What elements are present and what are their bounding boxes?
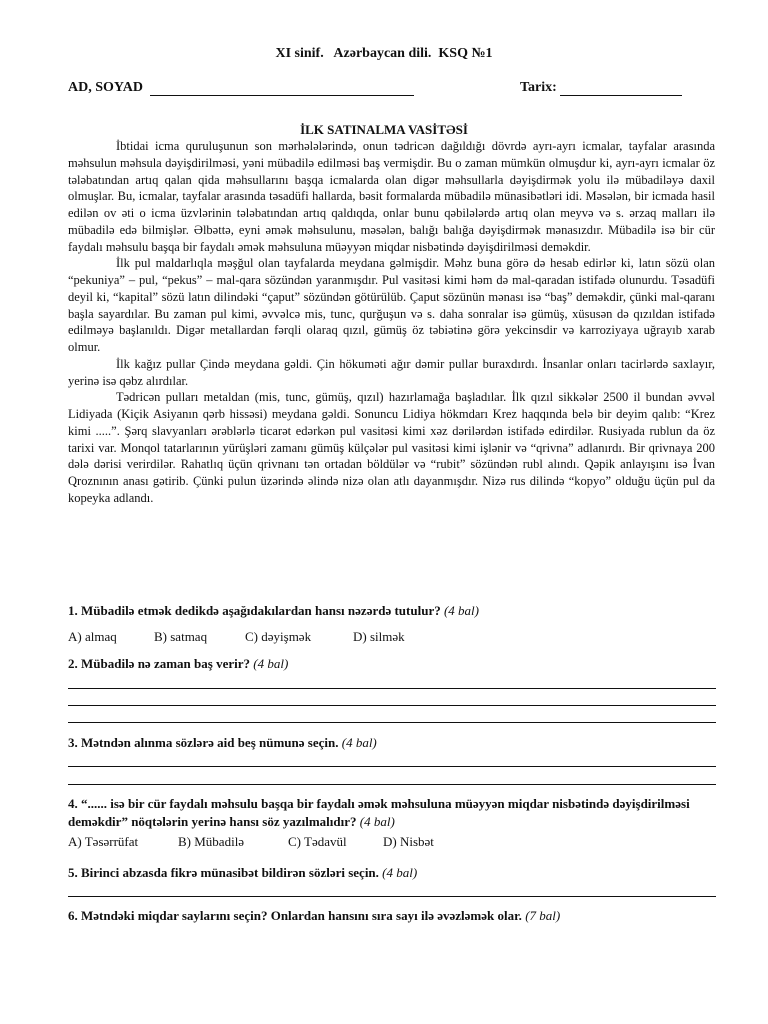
question-3 (68, 734, 716, 752)
question-1-prompt: Mübadilə etmək dedikdə aşağıdakılardan hansı nəzərdə tutulur? (81, 603, 441, 618)
question-5-text (68, 864, 716, 882)
question-4-text (68, 795, 716, 831)
answer-line[interactable] (68, 688, 716, 689)
reading-title: İLK SATINALMA VASİTƏSİ (300, 122, 468, 137)
question-1-option-b[interactable]: B) satmaq (154, 629, 208, 644)
question-5-points: (4 bal) (382, 865, 418, 880)
question-2 (68, 655, 716, 673)
question-1-option-a[interactable]: A) almaq (68, 629, 117, 644)
answer-line[interactable] (68, 705, 716, 706)
answer-line[interactable] (68, 766, 716, 767)
question-4-options (68, 834, 716, 852)
paragraph-1: İbtidai icma quruluşunun son mərhələlərində, onun tədricən dağıldığı dövrdə ayrı-ayrı icmalar, tayfalar arasında məhsulun məhsula dəyişdirilməsi, yəni mübadilə edilməsi baş vermişdir. Bu o zaman mümkün olmuşdur ki, ayrı-ayrı icmalar öz tələbatından artıq qalan qida məhsullarını başqa icmalarda olan digər məhsullarla dəyişdirmək yolu ilə mübadiləyə daxil olmuşlar. Bu, icmalar, tayfalar arasında təsadüfi hallarda, bəsit formalarda mübadilə münasibətləri idi. Məsələn, bir icmada hasil edilən ov əti o icma üzvlərinin tələbatından artıq qaldıqda, onlar bunu qəbilələrdə artıq olan meyvə və s. ərzaq malları ilə mübadilə edə bilmişlər. Əlbəttə, eyni əmək məhsulunu, məsələn, balığı balığa dəyişdirmək mənasızdır. Mübadilə isə bir cür faydalı məhsulu başqa bir faydalı əmək məhsuluna müəyyən miqdar nisbətində dəyişdirilməsi deməkdir. (68, 139, 715, 254)
question-1-points: (4 bal) (443, 603, 479, 618)
question-4-option-c[interactable]: C) Tədavül (288, 834, 347, 849)
question-4-option-d[interactable]: D) Nisbət (383, 834, 434, 849)
question-3-text (68, 734, 716, 752)
question-1-option-d[interactable]: D) silmək (353, 629, 405, 644)
date-label: Tarix: (520, 80, 557, 95)
question-2-number: 2. (68, 656, 78, 671)
date-blank-line[interactable] (560, 95, 682, 96)
question-5 (68, 864, 716, 882)
paragraph-2: İlk pul maldarlıqla məşğul olan tayfalarda meydana gəlmişdir. Məhz buna görə də hesab edirlər ki, latın sözü olan “pekuniya” – pul, “pekus” – mal-qara sözündən yaranmışdır. Pul vasitəsi kimi həm də mal-qaradan istifadə olunurdu. Təsadüfi deyil ki, “kapital” sözü latın dilindəki “çaput” sözündən götürülüb. Çaput sözünün mənası isə “baş” deməkdir, çünki mal-qaranı başla sayardılar. Bu zaman pul kimi, əvvəlcə mis, tunc, qurğuşun və s. daha sonralar isə gümüş, xüsusən də qızıldan istifadə edilməyə başlanıldı. Digər metallardan fərqli olaraq qızıl, gümüş öz təbiətinə görə yekcinsdir və karroziyaya uğrayıb xarab olmur. (68, 256, 715, 354)
question-2-points: (4 bal) (253, 656, 289, 671)
question-6-points: (7 bal) (525, 908, 561, 923)
question-1-option-c[interactable]: C) dəyişmək (245, 629, 312, 644)
question-3-prompt: Mətndən alınma sözlərə aid beş nümunə seçin. (81, 735, 339, 750)
question-1-options (68, 629, 716, 647)
name-blank-line[interactable] (150, 95, 414, 96)
paragraph-4: Tədricən pulları metaldan (mis, tunc, gümüş, qızıl) hazırlamağa başladılar. İlk qızıl sikkələr 2500 il bundan əvvəl Lidiyada (Kiçik Asiyanın qərb hissəsi) meydana gəldi. Sonuncu Lidiya hökmdarı Krez haqqında belə bir deyim qalıb: “Krez kimi .....”. Şərq slavyanları ərəblərlə ticarət edərkən pul vasitəsi kimi xəz dərilərdən istifadə edirdilər. Rusiyada rublun da öz tarixi var. Monqol tatarlarının yürüşləri zamanı gümüş külçələr pul vasitəsi kimi işlənir və “qrivna” adlanırdı. Bir qrivnaya 200 dələ dərisi verirdilər. Rahatlıq üçün qrivnanı tən ortadan böldülər və “rubit” sözündən rubl alındı. Qəpik anlayışını isə İvan Qroznının anası gətirib. Çünki pulun üzərində əlində nizə olan atlı dayanmışdır. Nizə rus dilində “kopyo” olduğu üçün pul da kopeyka adlandı. (68, 390, 715, 505)
question-4-option-a[interactable]: A) Təsərrüfat (68, 834, 139, 849)
reading-text (68, 138, 715, 507)
question-6-prompt: Mətndəki miqdar saylarını seçin? Onlardan hansını sıra sayı ilə əvəzləmək olar. (81, 908, 522, 923)
question-1-text (68, 602, 716, 620)
question-4-prompt: “...... isə bir cür faydalı məhsulu başqa bir faydalı əmək məhsuluna müəyyən miqdar nisbətində dəyişdirilməsi deməkdir” nöqtələrin yerinə hansı söz yazılmalıdır? (68, 796, 690, 829)
answer-line[interactable] (68, 784, 716, 785)
question-5-number: 5. (68, 865, 78, 880)
name-label: AD, SOYAD (68, 80, 143, 95)
paragraph-3: İlk kağız pullar Çində meydana gəldi. Çin hökuməti ağır dəmir pullar buraxdırdı. İnsanlar onları tacirlərdə saxlayır, yerinə isə qəbz alırdılar. (68, 356, 715, 388)
question-4 (68, 795, 716, 852)
question-3-points: (4 bal) (341, 735, 377, 750)
question-1 (68, 602, 716, 647)
question-5-prompt: Birinci abzasda fikrə münasibət bildirən sözləri seçin. (81, 865, 379, 880)
answer-line[interactable] (68, 896, 716, 897)
question-4-option-b[interactable]: B) Mübadilə (178, 834, 245, 849)
worksheet-header: XI sinif. Azərbaycan dili. KSQ №1 (275, 46, 493, 61)
question-6-number: 6. (68, 908, 78, 923)
question-4-number: 4. (68, 796, 78, 811)
question-4-points: (4 bal) (359, 814, 395, 829)
question-6-text (68, 907, 716, 925)
answer-line[interactable] (68, 722, 716, 723)
question-2-text (68, 655, 716, 673)
question-6 (68, 907, 716, 925)
question-3-number: 3. (68, 735, 78, 750)
question-2-prompt: Mübadilə nə zaman baş verir? (81, 656, 250, 671)
question-1-number: 1. (68, 603, 78, 618)
